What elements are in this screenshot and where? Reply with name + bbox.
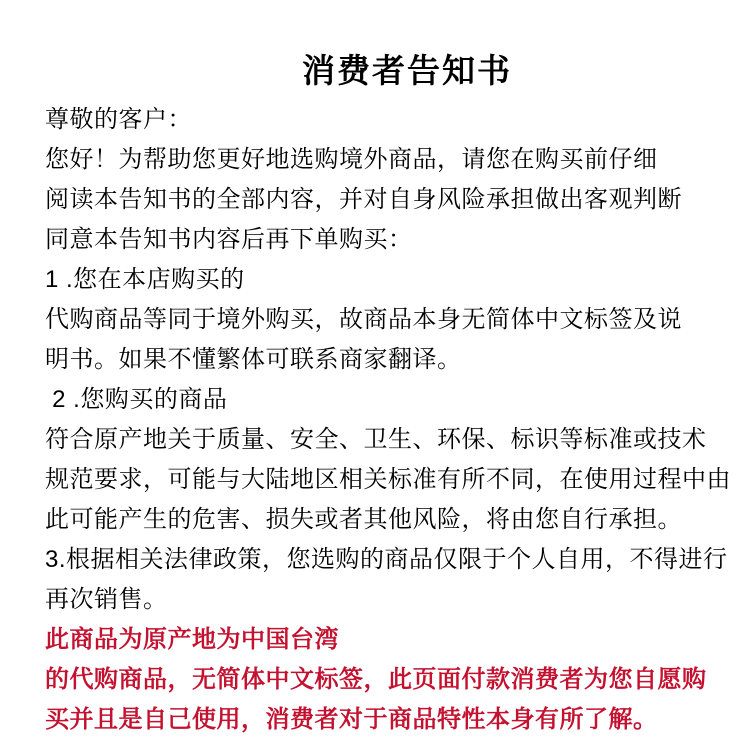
notice-line-intro-3: 同意本告知书内容后再下单购买： (45, 226, 413, 253)
notice-line-item1-body-1: 代购商品等同于境外购买，故商品本身无简体中文标签及说 (45, 306, 682, 333)
notice-line-item2-heading: 2 .您购买的商品 (45, 386, 228, 413)
notice-line-salutation: 尊敬的客户： (45, 106, 192, 133)
notice-line-item2-body-3: 此可能产生的危害、损失或者其他风险，将由您自行承担。 (45, 506, 682, 533)
notice-line-red-disclaimer-1: 此商品为原产地为中国台湾 (45, 626, 339, 653)
notice-line-item2-body-1: 符合原产地关于质量、安全、卫生、环保、标识等标准或技术 (45, 426, 707, 453)
notice-line-item3-body-1: 3.根据相关法律政策，您选购的商品仅限于个人自用，不得进行 (45, 546, 728, 573)
notice-line-item1-body-2: 明书。如果不懂繁体可联系商家翻译。 (45, 346, 462, 373)
notice-line-item3-body-2: 再次销售。 (45, 586, 168, 613)
notice-line-red-disclaimer-2: 的代购商品，无简体中文标签，此页面付款消费者为您自愿购 (45, 666, 707, 693)
notice-line-red-disclaimer-3: 买并且是自己使用，消费者对于商品特性本身有所了解。 (45, 706, 658, 733)
notice-line-intro-1: 您好！为帮助您更好地选购境外商品，请您在购买前仔细 (45, 146, 658, 173)
page-title: 消费者告知书 (302, 52, 512, 89)
notice-line-intro-2: 阅读本告知书的全部内容，并对自身风险承担做出客观判断 (45, 186, 682, 213)
notice-line-item2-body-2: 规范要求，可能与大陆地区相关标准有所不同，在使用过程中由 (45, 466, 731, 493)
notice-body (0, 100, 750, 740)
notice-line-item1-heading: 1 .您在本店购买的 (45, 266, 245, 293)
